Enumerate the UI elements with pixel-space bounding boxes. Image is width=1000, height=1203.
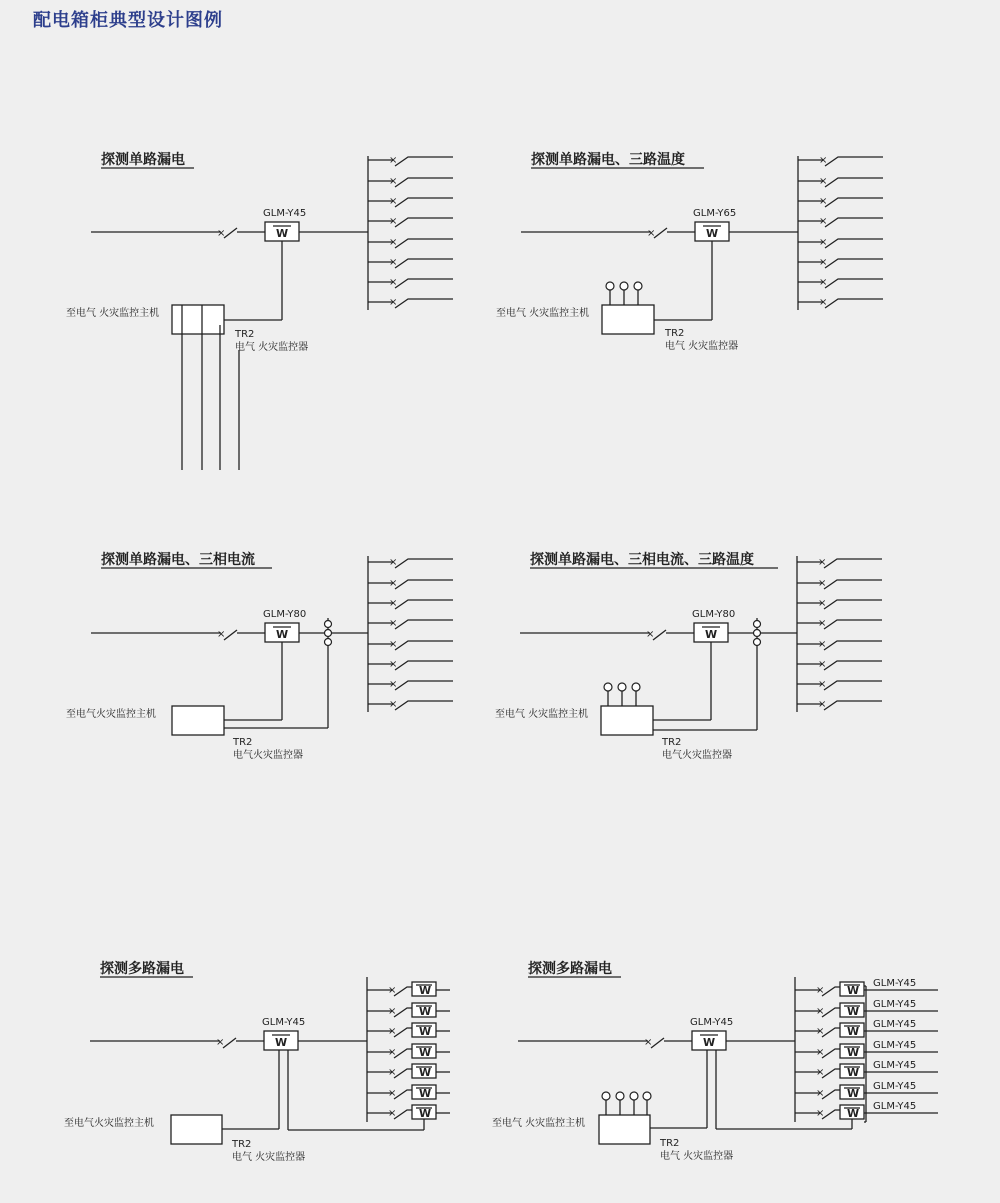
controller-code: TR2	[232, 1139, 252, 1150]
svg-text:×: ×	[819, 176, 828, 187]
fire-monitor-controller	[601, 706, 653, 735]
svg-text:×: ×	[389, 557, 398, 568]
temperature-probe-icon	[630, 1092, 638, 1100]
sensor-model-label: GLM-Y45	[262, 1017, 306, 1028]
svg-text:×: ×	[819, 155, 828, 166]
diagram-title: 探测多路漏电	[528, 961, 612, 977]
svg-text:W: W	[275, 1036, 288, 1049]
svg-text:×: ×	[388, 985, 397, 996]
diagram-title: 探测单路漏电、三路温度	[531, 152, 685, 168]
temperature-probe-icon	[616, 1092, 624, 1100]
sensor-model-label: GLM-Y80	[263, 609, 307, 620]
svg-text:W: W	[847, 984, 860, 997]
svg-text:GLM-Y45: GLM-Y45	[873, 1060, 917, 1071]
svg-text:×: ×	[389, 659, 398, 670]
controller-code: TR2	[665, 328, 685, 339]
svg-text:×: ×	[818, 699, 827, 710]
fire-monitor-controller	[599, 1115, 650, 1144]
svg-text:×: ×	[389, 598, 398, 609]
svg-text:×: ×	[389, 237, 398, 248]
svg-text:W: W	[419, 1046, 432, 1059]
fire-monitor-controller	[172, 305, 224, 334]
svg-text:W: W	[847, 1066, 860, 1079]
svg-text:W: W	[419, 1005, 432, 1018]
svg-text:×: ×	[819, 257, 828, 268]
svg-text:GLM-Y45: GLM-Y45	[873, 1040, 917, 1051]
svg-text:×: ×	[819, 277, 828, 288]
svg-text:×: ×	[818, 598, 827, 609]
svg-text:×: ×	[389, 578, 398, 589]
svg-text:×: ×	[818, 639, 827, 650]
sensor-model-label: GLM-Y45	[263, 208, 307, 219]
svg-text:×: ×	[216, 1037, 225, 1048]
svg-text:W: W	[276, 227, 289, 240]
fire-monitor-controller	[602, 305, 654, 334]
svg-text:×: ×	[389, 196, 398, 207]
svg-text:GLM-Y45: GLM-Y45	[873, 1101, 917, 1112]
diagram-multi-leakage	[64, 960, 450, 1163]
svg-text:×: ×	[816, 1026, 825, 1037]
svg-text:W: W	[847, 1005, 860, 1018]
sensor-model-label: GLM-Y45	[690, 1017, 734, 1028]
controller-name: 电气 火灾监控器	[235, 342, 309, 353]
branch-breakers	[368, 155, 453, 308]
branch-sensor-model-labels	[873, 978, 916, 1112]
temperature-probes	[606, 282, 642, 305]
svg-text:W: W	[847, 1025, 860, 1038]
svg-text:×: ×	[818, 578, 827, 589]
branch-breakers	[368, 557, 453, 710]
svg-text:GLM-Y45: GLM-Y45	[873, 1019, 917, 1030]
svg-text:×: ×	[816, 1067, 825, 1078]
branch-breakers	[798, 155, 883, 308]
page-title: 配电箱柜典型设计图例	[33, 10, 223, 31]
svg-text:×: ×	[388, 1026, 397, 1037]
diagram-title: 探测多路漏电	[100, 961, 184, 977]
svg-text:W: W	[419, 1066, 432, 1079]
temperature-probe-icon	[620, 282, 628, 290]
svg-text:×: ×	[647, 228, 656, 239]
svg-text:×: ×	[819, 237, 828, 248]
controller-name: 电气火灾监控器	[233, 750, 303, 761]
diagram-title: 探测单路漏电	[101, 152, 185, 168]
sensor-model-label: GLM-Y65	[693, 208, 737, 219]
svg-text:GLM-Y45: GLM-Y45	[873, 978, 917, 989]
controller-name: 电气 火灾监控器	[660, 1151, 734, 1162]
svg-text:×: ×	[644, 1037, 653, 1048]
controller-name: 电气 火灾监控器	[232, 1152, 306, 1163]
svg-text:×: ×	[389, 639, 398, 650]
svg-text:×: ×	[819, 297, 828, 308]
svg-text:×: ×	[389, 618, 398, 629]
svg-text:×: ×	[389, 699, 398, 710]
svg-text:×: ×	[389, 216, 398, 227]
svg-text:×: ×	[818, 679, 827, 690]
diagram-title: 探测单路漏电、三相电流	[101, 552, 255, 568]
svg-text:×: ×	[388, 1047, 397, 1058]
diagram-leakage-temperature	[496, 151, 883, 352]
svg-text:W: W	[705, 628, 718, 641]
svg-text:×: ×	[816, 985, 825, 996]
temperature-probe-icon	[643, 1092, 651, 1100]
diagram-title: 探测单路漏电、三相电流、三路温度	[530, 552, 754, 568]
controller-code: TR2	[235, 329, 255, 340]
branch-breakers	[797, 557, 882, 710]
svg-text:×: ×	[217, 629, 226, 640]
svg-text:×: ×	[389, 277, 398, 288]
svg-text:W: W	[847, 1107, 860, 1120]
svg-text:GLM-Y45: GLM-Y45	[873, 999, 917, 1010]
svg-text:×: ×	[818, 618, 827, 629]
temperature-probe-icon	[602, 1092, 610, 1100]
temperature-probes	[602, 1092, 651, 1115]
host-label: 至电气 火灾监控主机	[66, 308, 160, 319]
svg-text:W: W	[276, 628, 289, 641]
host-label: 至电气 火灾监控主机	[496, 308, 590, 319]
svg-text:W: W	[419, 1107, 432, 1120]
sensor-model-label: GLM-Y80	[692, 609, 736, 620]
temperature-probes	[604, 683, 640, 706]
host-label: 至电气 火灾监控主机	[492, 1118, 586, 1129]
svg-text:×: ×	[389, 257, 398, 268]
current-transformers	[325, 618, 332, 728]
current-transformers	[754, 618, 761, 730]
svg-text:×: ×	[389, 176, 398, 187]
svg-text:×: ×	[819, 216, 828, 227]
branch-breakers-with-sensors	[367, 982, 450, 1120]
svg-text:W: W	[847, 1046, 860, 1059]
svg-text:W: W	[703, 1036, 716, 1049]
temperature-probe-icon	[606, 282, 614, 290]
diagram-leakage-current	[66, 551, 453, 761]
svg-text:×: ×	[816, 1006, 825, 1017]
svg-text:×: ×	[818, 659, 827, 670]
svg-text:×: ×	[388, 1088, 397, 1099]
svg-text:×: ×	[389, 155, 398, 166]
temperature-probe-icon	[618, 683, 626, 691]
controller-name: 电气火灾监控器	[662, 750, 732, 761]
controller-name: 电气 火灾监控器	[665, 341, 739, 352]
svg-text:×: ×	[646, 629, 655, 640]
svg-text:×: ×	[388, 1006, 397, 1017]
svg-text:×: ×	[816, 1047, 825, 1058]
controller-code: TR2	[662, 737, 682, 748]
controller-code: TR2	[233, 737, 253, 748]
host-label: 至电气火灾监控主机	[66, 709, 156, 720]
temperature-probe-icon	[604, 683, 612, 691]
svg-text:W: W	[847, 1087, 860, 1100]
svg-text:W: W	[419, 1087, 432, 1100]
fire-monitor-controller	[171, 1115, 222, 1144]
svg-text:×: ×	[217, 228, 226, 239]
host-label: 至电气 火灾监控主机	[495, 709, 589, 720]
temperature-probe-icon	[632, 683, 640, 691]
svg-text:×: ×	[388, 1108, 397, 1119]
svg-text:×: ×	[819, 196, 828, 207]
temperature-probe-icon	[634, 282, 642, 290]
svg-text:×: ×	[816, 1108, 825, 1119]
fire-monitor-controller	[172, 706, 224, 735]
svg-text:GLM-Y45: GLM-Y45	[873, 1081, 917, 1092]
svg-text:W: W	[706, 227, 719, 240]
svg-text:×: ×	[389, 679, 398, 690]
diagram-leakage-current-temperature	[495, 551, 882, 761]
diagram-multi-leakage-temperature	[492, 960, 938, 1162]
diagram-single-leakage	[66, 151, 453, 470]
svg-text:W: W	[419, 984, 432, 997]
svg-text:W: W	[419, 1025, 432, 1038]
host-label: 至电气火灾监控主机	[64, 1118, 154, 1129]
svg-text:×: ×	[818, 557, 827, 568]
svg-text:×: ×	[816, 1088, 825, 1099]
controller-code: TR2	[660, 1138, 680, 1149]
svg-text:×: ×	[389, 297, 398, 308]
svg-text:×: ×	[388, 1067, 397, 1078]
